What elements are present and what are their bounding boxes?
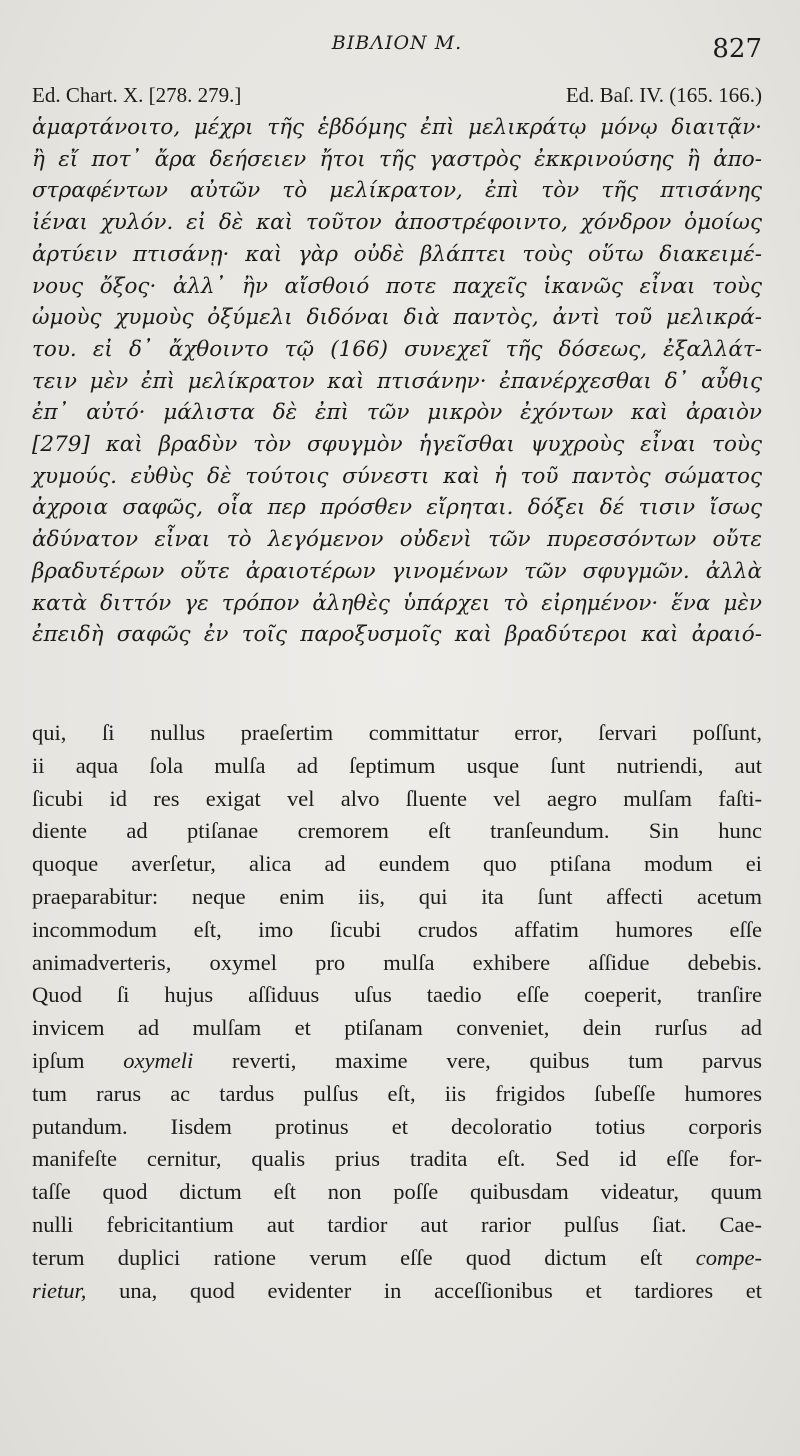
latin-translation-block — [32, 717, 762, 1307]
latin-line: quoque averſetur, alica ad eundem quo ptiſana modum ei — [32, 851, 762, 877]
greek-text-block — [32, 112, 762, 651]
latin-line: ii aqua ſola mulſa ad ſeptimum usque ſunt nutriendi, aut — [32, 752, 762, 778]
latin-line: manifeſte cernitur, qualis prius tradita eſt. Sed id eſſe for- — [32, 1146, 762, 1172]
edition-basel-ref: Ed. Baſ. IV. (165. 166.) — [565, 83, 762, 107]
page-number: 827 — [712, 34, 762, 64]
latin-line: ſicubi id res exigat vel alvo ſluente vel aegro mulſam faſti- — [32, 785, 762, 811]
latin-line-with-italic — [32, 1045, 762, 1078]
greek-line: ἀδύνατον εἶναι τὸ λεγόμενον οὐδενὶ τῶν πυρεσσόντων οὔτε — [32, 527, 762, 553]
latin-line: Quod ſi hujus aſſiduus uſus taedio eſſe coeperit, tranſire — [32, 982, 762, 1008]
latin-segment: ipſum — [32, 1047, 85, 1073]
latin-italic-term: compe- — [695, 1244, 762, 1270]
latin-segment: una, quod evidenter in acceſſionibus et tardiores et — [119, 1277, 763, 1303]
greek-line: ἰέναι χυλόν. εἰ δὲ καὶ τοῦτον ἀποστρέφοιντο, χόνδρον ὁμοίως — [32, 210, 762, 236]
running-head — [32, 28, 762, 62]
greek-line: βραδυτέρων οὔτε ἀραιοτέρων γινομένων τῶν σφυγμῶν. ἀλλὰ — [32, 558, 762, 584]
edition-reference-line — [32, 82, 762, 108]
latin-line: tum rarus ac tardus pulſus eſt, iis frigidos ſubeſſe humores — [32, 1080, 762, 1106]
latin-line: putandum. Iisdem protinus et decoloratio totius corporis — [32, 1113, 762, 1139]
greek-line: ἀρτύειν πτισάνῃ· καὶ γὰρ οὐδὲ βλάπτει τοὺς οὕτω διακειμέ- — [32, 241, 762, 267]
latin-line: taſſe quod dictum eſt non poſſe quibusdam videatur, quum — [32, 1179, 762, 1205]
latin-line: praeparabitur: neque enim iis, qui ita ſunt affecti acetum — [32, 883, 762, 909]
greek-line: ὠμοὺς χυμοὺς ὀξύμελι διδόναι διὰ παντὸς, ἀντὶ τοῦ μελικρά- — [32, 305, 762, 331]
latin-line: incommodum eſt, imo ſicubi crudos affatim humores eſſe — [32, 916, 762, 942]
greek-line: ἢ εἴ ποτ᾽ ἄρα δεήσειεν ἤτοι τῆς γαστρὸς ἐκκρινούσης ἢ ἀπο- — [32, 146, 762, 172]
greek-line: [279] καὶ βραδὺν τὸν σφυγμὸν ἡγεῖσθαι ψυχροὺς εἶναι τοὺς — [32, 432, 762, 458]
greek-line: κατὰ διττόν γε τρόπον ἀληθὲς ὑπάρχει τὸ εἰρημένον· ἕνα μὲν — [32, 590, 762, 616]
greek-line: νους ὄξος· ἀλλ᾽ ἢν αἴσθοιό ποτε παχεῖς ἱκανῶς εἶναι τοὺς — [32, 273, 762, 299]
latin-line-with-italic — [32, 1275, 762, 1308]
greek-line: του. εἰ δ᾽ ἄχθοιντο τῷ (166) συνεχεῖ τῆς δόσεως, ἐξαλλάτ- — [32, 336, 762, 362]
latin-italic-term: rietur, — [32, 1277, 87, 1303]
greek-line: ἀχροια σαφῶς, οἷα περ πρόσθεν εἴρηται. δόξει δέ τισιν ἴσως — [32, 495, 762, 521]
latin-italic-term: oxymeli — [123, 1047, 194, 1073]
latin-line-with-italic — [32, 1242, 762, 1275]
edition-chartier-ref: Ed. Chart. X. [278. 279.] — [32, 83, 242, 107]
latin-line: qui, ſi nullus praeſertim committatur error, ſervari poſſunt, — [32, 719, 762, 745]
latin-line: invicem ad mulſam et ptiſanam conveniet, dein rurſus ad — [32, 1015, 762, 1041]
latin-line: animadverteris, oxymel pro mulſa exhibere aſſidue debebis. — [32, 949, 762, 975]
greek-line: τειν μὲν ἐπὶ μελίκρατον καὶ πτισάνην· ἐπανέρχεσθαι δ᾽ αὖθις — [32, 368, 762, 394]
greek-line: ἁμαρτάνοιτο, μέχρι τῆς ἑβδόμης ἐπὶ μελικράτῳ μόνῳ διαιτᾷν· — [32, 115, 762, 140]
greek-line: στραφέντων αὐτῶν τὸ μελίκρατον, ἐπὶ τὸν τῆς πτισάνης — [32, 178, 762, 204]
latin-line: diente ad ptiſanae cremorem eſt tranſeundum. Sin hunc — [32, 818, 762, 844]
greek-line: χυμούς. εὐθὺς δὲ τούτοις σύνεστι καὶ ἡ τοῦ παντὸς σώματος — [32, 463, 762, 489]
greek-line: ἐπ᾽ αὐτό· μάλιστα δὲ ἐπὶ τῶν μικρὸν ἐχόντων καὶ ἀραιὸν — [32, 400, 762, 426]
latin-segment: reverti, maxime vere, quibus tum parvus — [232, 1047, 762, 1073]
latin-segment: terum duplici ratione verum eſſe quod dictum eſt — [32, 1244, 663, 1270]
book-title: ΒΙΒΛΙΟΝ Μ. — [331, 32, 463, 54]
greek-line: ἐπειδὴ σαφῶς ἐν τοῖς παροξυσμοῖς καὶ βραδύτεροι καὶ ἀραιό- — [32, 622, 762, 648]
latin-line: nulli febricitantium aut tardior aut rarior pulſus ſiat. Cae- — [32, 1211, 762, 1237]
